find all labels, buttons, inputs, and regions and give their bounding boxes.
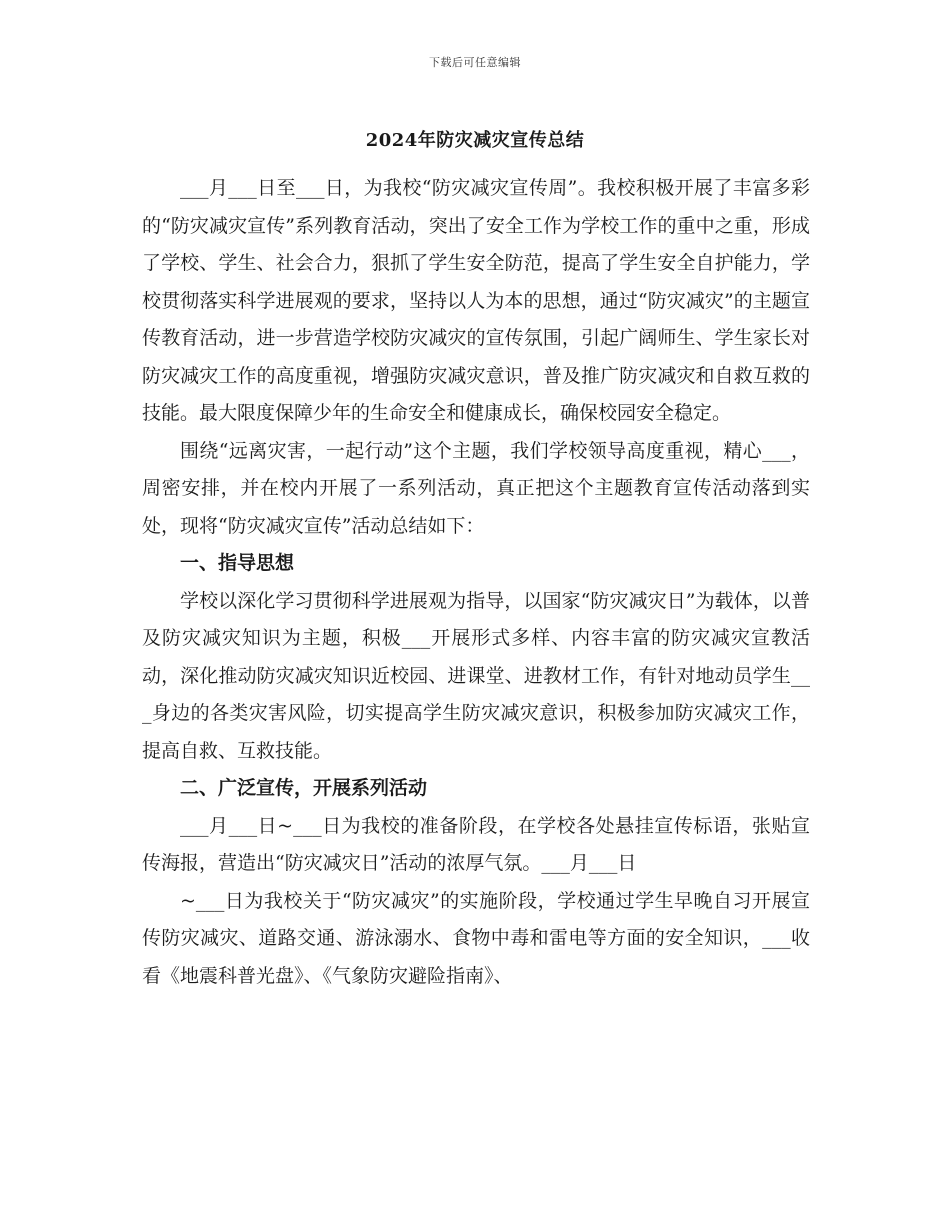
header-note: 下载后可任意编辑 [429, 56, 521, 69]
section-heading-publicity: 二、广泛宣传，开展系列活动 [180, 777, 428, 799]
document-title: 2024年防灾减灾宣传总结 [365, 130, 585, 151]
paragraph-implementation: ~___日为我校关于“防灾减灾”的实施阶段，学校通过学生早晚自习开展宣传防灾减灾、道路交通、游泳溺水、食物中毒和雷电等方面的安全知识，___收看《地震科普光盘》、《气象防灾避险指南》、 [142, 889, 810, 987]
paragraph-theme: 围绕“远离灾害，一起行动”这个主题，我们学校领导高度重视，精心___，周密安排，并在校内开展了一系列活动，真正把这个主题教育宣传活动落到实处，现将“防灾减灾宣传”活动总结如下： [142, 439, 810, 537]
paragraph-guiding-thought: 学校以深化学习贯彻科学进展观为指导，以国家“防灾减灾日”为载体，以普及防灾减灾知识为主题，积极___开展形式多样、内容丰富的防灾减灾宣教活动，深化推动防灾减灾知识近校园、进课堂、进教材工作，有针对地动员学生___身边的各类灾害风险，切实提高学生防灾减灾意识，积极参加防灾减灾工作，提高自救、互救技能。 [142, 589, 810, 762]
document-body [142, 170, 810, 995]
paragraph-intro: ___月___日至___日，为我校“防灾减灾宣传周”。我校积极开展了丰富多彩的“防灾减灾宣传”系列教育活动，突出了安全工作为学校工作的重中之重，形成了学校、学生、社会合力，狠抓了学生安全防范，提高了学生安全自护能力，学校贯彻落实科学进展观的要求，坚持以人为本的思想，通过“防灾减灾”的主题宣传教育活动，进一步营造学校防灾减灾的宣传氛围，引起广阔师生、学生家长对防灾减灾工作的高度重视，增强防灾减灾意识，普及推广防灾减灾和自救互救的技能。最大限度保障少年的生命安全和健康成长，确保校园安全稳定。 [142, 177, 810, 424]
section-heading-guiding-thought: 一、指导思想 [180, 552, 295, 574]
paragraph-preparation: ___月___日~___日为我校的准备阶段，在学校各处悬挂宣传标语，张贴宣传海报，营造出“防灾减灾日”活动的浓厚气氛。___月___日 [142, 814, 810, 874]
